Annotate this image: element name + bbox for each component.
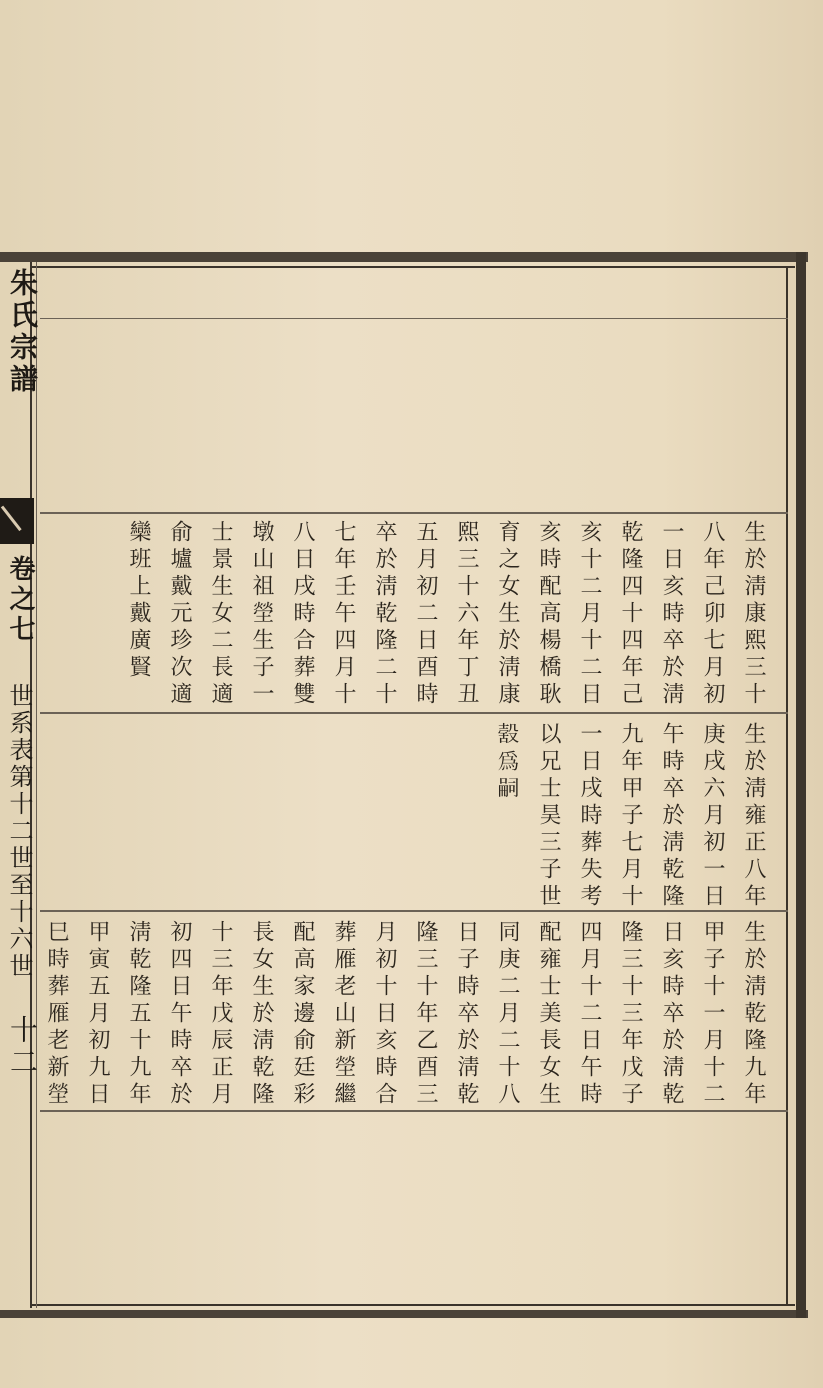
bottom-border (0, 1310, 808, 1318)
text-column: 甲寅五月初九日 (85, 920, 110, 1109)
text-column: 一日戌時葬失考 (577, 722, 602, 911)
top-border (0, 252, 808, 262)
text-column: 八年己卯七月初 (700, 520, 725, 709)
text-column: 俞壚戴元珍次適 (167, 520, 192, 709)
text-column: 卒於淸乾隆二十 (372, 520, 397, 709)
text-column: 五月初二日酉時 (413, 520, 438, 709)
spine-volume: 卷之七 (5, 555, 35, 645)
text-column: 育之女生於淸康 (495, 520, 520, 709)
text-column: 亥時配高楊橋耿 (536, 520, 561, 709)
text-column: 八日戌時合葬雙 (290, 520, 315, 709)
text-column: 初四日午時卒於 (167, 920, 192, 1109)
text-column: 九年甲子七月十 (618, 722, 643, 911)
text-column: 淸乾隆五十九年 (126, 920, 151, 1109)
spine-section-title: 世系表第十二世至十六世 (5, 683, 33, 980)
text-column: 十三年戊辰正月 (208, 920, 233, 1109)
text-column: 隆三十年乙酉三 (413, 920, 438, 1109)
text-column: 甲子十一月十二 (700, 920, 725, 1109)
spine-fishtail-mark (0, 498, 34, 544)
text-column: 午時卒於淸乾隆 (659, 722, 684, 911)
text-column: 配高家邊俞廷彩 (290, 920, 315, 1109)
text-column: 熙三十六年丁丑 (454, 520, 479, 709)
text-column: 欒班上戴廣賢 (126, 520, 151, 682)
text-column: 生於淸雍正八年 (741, 722, 766, 911)
text-column: 葬雁老山新塋繼 (331, 920, 356, 1109)
right-border-inner (786, 266, 788, 1306)
text-column: 同庚二月二十八 (495, 920, 520, 1109)
text-column: 士景生女二長適 (208, 520, 233, 709)
text-column: 配雍士美長女生 (536, 920, 561, 1109)
page-number: 十二 (6, 1015, 39, 1079)
text-column: 𣪸爲嗣 (495, 722, 520, 803)
text-column: 日子時卒於淸乾 (454, 920, 479, 1109)
text-column: 七年壬午四月十 (331, 520, 356, 709)
row-divider (40, 318, 788, 319)
row-divider (40, 1110, 788, 1112)
text-column: 長女生於淸乾隆 (249, 920, 274, 1109)
row-divider (40, 512, 788, 514)
row-divider (40, 712, 788, 714)
text-column: 四月十二日午時 (577, 920, 602, 1109)
right-border (796, 252, 806, 1318)
text-column: 巳時葬雁老新塋 (44, 920, 69, 1109)
top-border-inner (30, 266, 795, 268)
text-column: 乾隆四十四年己 (618, 520, 643, 709)
bottom-border-inner (30, 1304, 795, 1306)
text-column: 庚戌六月初一日 (700, 722, 725, 911)
text-column: 亥十二月十二日 (577, 520, 602, 709)
spine-title: 朱氏宗譜 (6, 268, 39, 396)
text-column: 以兄士昊三子世 (536, 722, 561, 911)
text-column: 生於淸康熙三十 (741, 520, 766, 709)
text-column: 生於淸乾隆九年 (741, 920, 766, 1109)
text-column: 一日亥時卒於淸 (659, 520, 684, 709)
text-column: 隆三十三年戊子 (618, 920, 643, 1109)
text-column: 日亥時卒於淸乾 (659, 920, 684, 1109)
text-column: 墩山祖塋生子一 (249, 520, 274, 709)
text-column: 月初十日亥時合 (372, 920, 397, 1109)
